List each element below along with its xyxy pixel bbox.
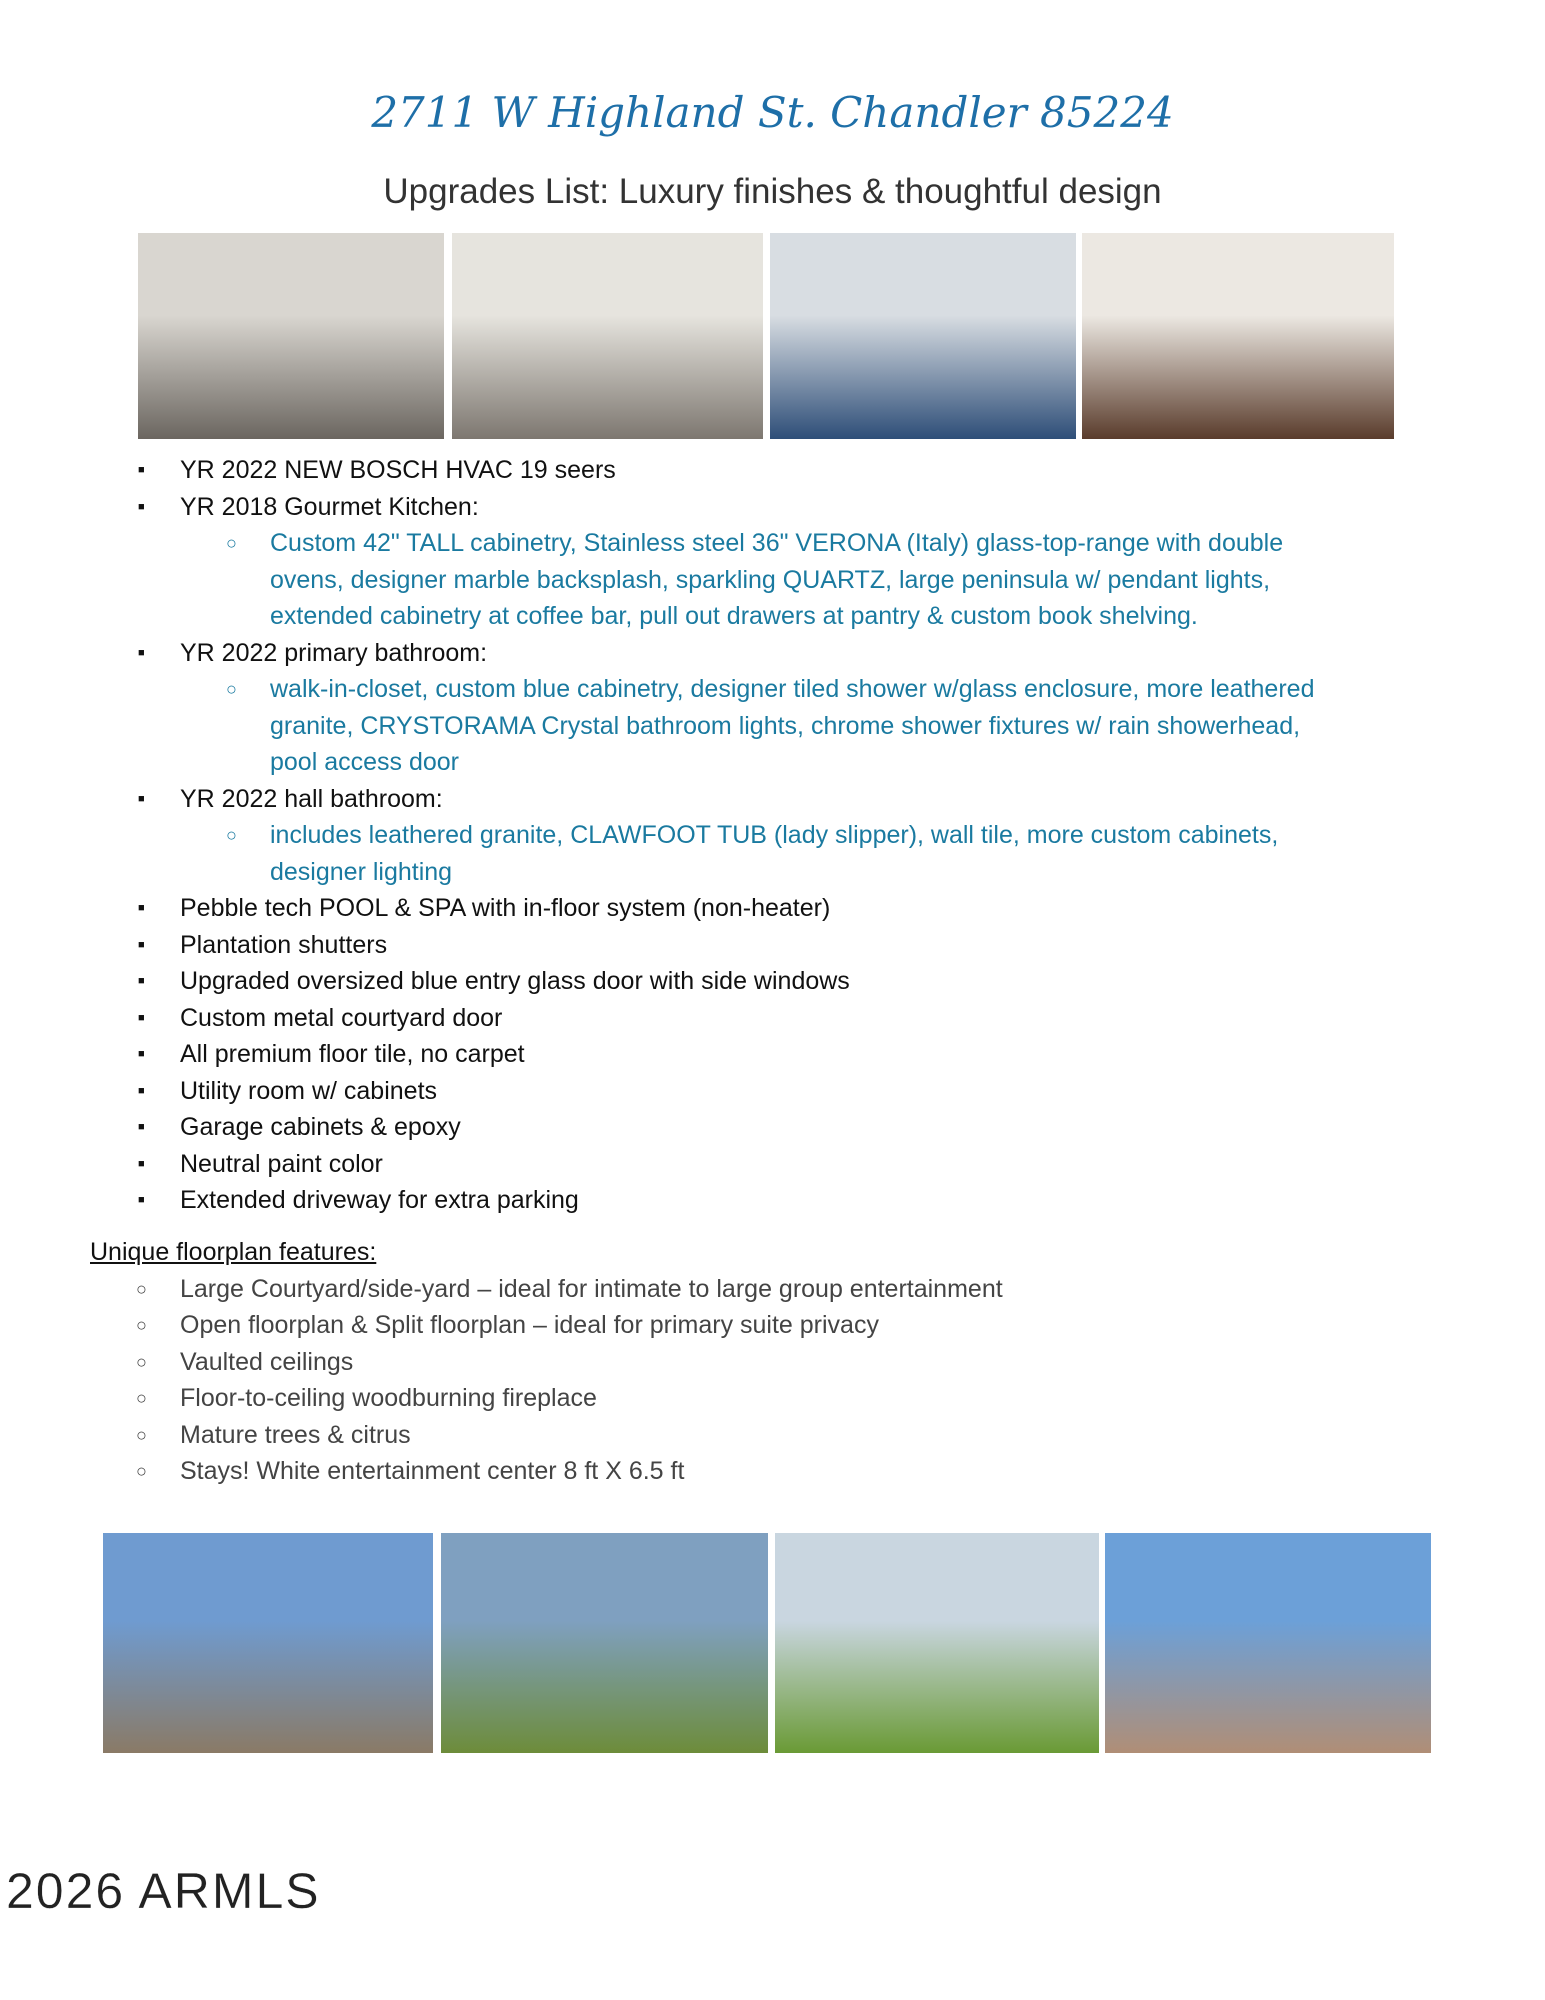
living-room-photo	[1082, 233, 1394, 439]
list-item-text: Open floorplan & Split floorplan – ideal for primary suite privacy	[180, 1311, 879, 1339]
circle-bullet-icon: ○	[136, 1351, 147, 1372]
list-item	[0, 963, 1545, 1000]
square-bullet-icon: ■	[138, 646, 145, 659]
list-item	[0, 1417, 1545, 1454]
circle-bullet-icon: ○	[226, 679, 237, 699]
square-bullet-icon: ■	[138, 1084, 145, 1097]
square-bullet-icon: ■	[138, 1157, 145, 1170]
circle-bullet-icon: ○	[136, 1388, 147, 1408]
watermark: 2026 ARMLS	[6, 1863, 321, 1919]
kitchen-photo	[138, 233, 444, 439]
list-item-text: Custom 42" TALL cabinetry, Stainless steel 36" VERONA (Italy) glass-top-range with double	[270, 529, 1284, 557]
list-item-text: extended cabinetry at coffee bar, pull out drawers at pantry & custom book shelving.	[270, 602, 1198, 630]
list-item-text: Utility room w/ cabinets	[180, 1076, 438, 1105]
bathroom-photo	[770, 233, 1076, 439]
list-item	[0, 1000, 1545, 1037]
list-item	[0, 1109, 1545, 1146]
square-bullet-icon: ■	[138, 464, 145, 476]
list-item-text: includes leathered granite, CLAWFOOT TUB (lady slipper), wall tile, more custom cabinets,	[270, 821, 1279, 849]
square-bullet-icon: ■	[138, 938, 145, 951]
list-item-text: Custom metal courtyard door	[180, 1003, 503, 1032]
list-item-text: ovens, designer marble backsplash, sparkling QUARTZ, large peninsula w/ pendant lights,	[270, 565, 1271, 594]
list-item-text: Stays! White entertainment center 8 ft X 6.5 ft	[180, 1457, 685, 1485]
list-item-text: YR 2022 primary bathroom:	[180, 638, 488, 667]
list-item-text: YR 2022 hall bathroom:	[180, 784, 443, 813]
circle-bullet-icon: ○	[136, 1424, 147, 1445]
list-item-text: Vaulted ceilings	[180, 1347, 354, 1376]
upgrades-list	[0, 452, 1545, 1219]
list-item-text: Extended driveway for extra parking	[180, 1186, 579, 1214]
square-bullet-icon: ■	[138, 1121, 145, 1133]
square-bullet-icon: ■	[138, 1048, 145, 1060]
list-item-text: walk-in-closet, custom blue cabinetry, designer tiled shower w/glass enclosure, more leathered	[270, 675, 1315, 703]
list-item	[0, 525, 1545, 562]
list-item	[0, 598, 1545, 635]
square-bullet-icon: ■	[138, 1011, 145, 1024]
list-item-text: Upgraded oversized blue entry glass door with side windows	[180, 967, 850, 995]
list-item	[0, 708, 1545, 745]
list-item-text: Neutral paint color	[180, 1149, 383, 1178]
list-item	[0, 489, 1545, 526]
list-item	[0, 562, 1545, 599]
floorplan-heading: Unique floorplan features:	[90, 1238, 377, 1266]
list-item	[0, 1182, 1545, 1219]
list-item-text: Garage cabinets & epoxy	[180, 1113, 461, 1141]
floorplan-section	[0, 1234, 1545, 1490]
list-item	[0, 890, 1545, 927]
side-yard-photo	[441, 1533, 768, 1753]
front-exterior-photo	[103, 1533, 433, 1753]
list-item-text: All premium floor tile, no carpet	[180, 1040, 525, 1068]
pool-spa-photo	[1105, 1533, 1431, 1753]
list-item	[0, 1307, 1545, 1344]
circle-bullet-icon: ○	[226, 533, 237, 553]
square-bullet-icon: ■	[138, 902, 145, 914]
list-item	[0, 744, 1545, 781]
list-item	[0, 1073, 1545, 1110]
circle-bullet-icon: ○	[226, 825, 237, 845]
circle-bullet-icon: ○	[136, 1315, 147, 1335]
square-bullet-icon: ■	[138, 792, 145, 805]
list-item	[0, 817, 1545, 854]
list-item-text: Large Courtyard/side-yard – ideal for intimate to large group entertainment	[180, 1274, 1003, 1303]
list-item	[0, 1036, 1545, 1073]
list-item	[0, 1271, 1545, 1308]
square-bullet-icon: ■	[138, 975, 145, 987]
kitchen-photo-2	[452, 233, 763, 439]
page-title: 2711 W Highland St. Chandler 85224	[371, 88, 1174, 137]
square-bullet-icon: ■	[138, 500, 145, 513]
list-item-text: designer lighting	[270, 857, 453, 886]
list-item-text: Plantation shutters	[180, 930, 388, 959]
list-item-text: Pebble tech POOL & SPA with in-floor system (non-heater)	[180, 894, 831, 922]
list-item	[0, 1380, 1545, 1417]
list-item	[0, 781, 1545, 818]
square-bullet-icon: ■	[138, 1194, 145, 1206]
list-item-text: YR 2022 NEW BOSCH HVAC 19 seers	[180, 456, 616, 484]
list-item	[0, 1146, 1545, 1183]
list-item	[0, 635, 1545, 672]
circle-bullet-icon: ○	[136, 1278, 147, 1299]
list-item	[0, 452, 1545, 489]
circle-bullet-icon: ○	[136, 1461, 147, 1481]
list-item-text: Mature trees & citrus	[180, 1420, 411, 1449]
list-item	[0, 1344, 1545, 1381]
list-item	[0, 927, 1545, 964]
list-item	[0, 671, 1545, 708]
backyard-lawn-photo	[775, 1533, 1099, 1753]
list-item-text: pool access door	[270, 748, 460, 776]
list-item-text: granite, CRYSTORAMA Crystal bathroom lights, chrome shower fixtures w/ rain showerhead,	[270, 711, 1301, 740]
list-item-text: Floor-to-ceiling woodburning fireplace	[180, 1384, 597, 1412]
list-item	[0, 854, 1545, 891]
list-item	[0, 1453, 1545, 1490]
page-subtitle: Upgrades List: Luxury finishes & thoughtful design	[383, 172, 1162, 211]
list-item-text: YR 2018 Gourmet Kitchen:	[180, 492, 479, 521]
